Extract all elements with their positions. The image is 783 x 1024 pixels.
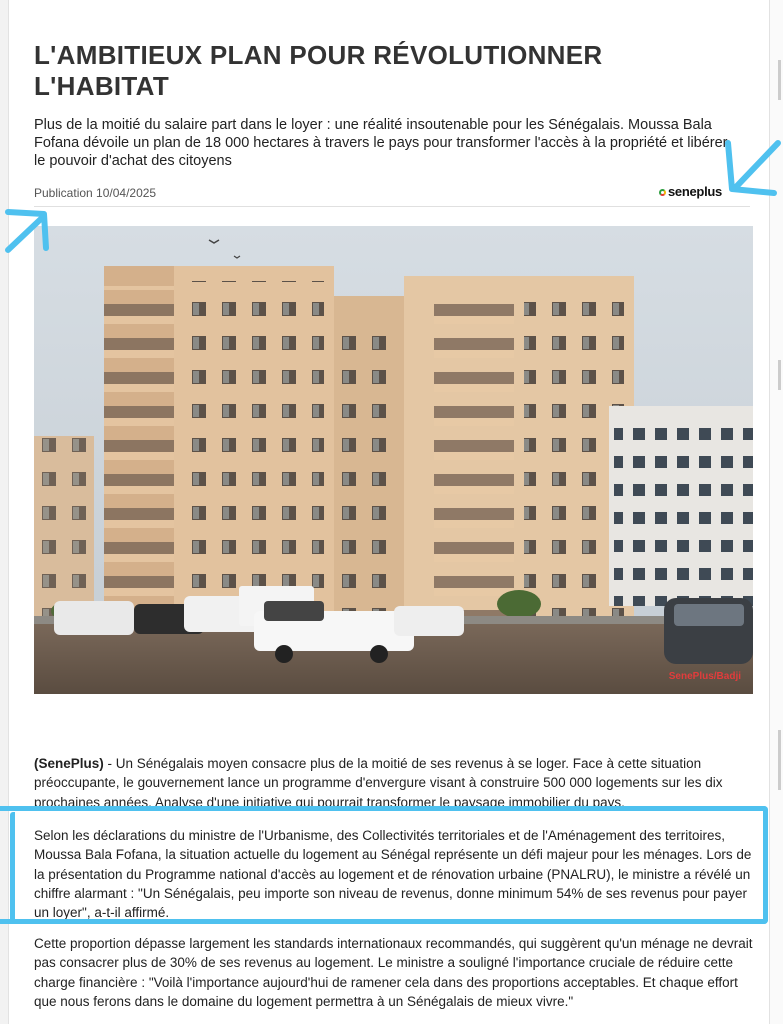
source-tag: (SenePlus)	[34, 756, 104, 771]
edge-mark	[778, 60, 781, 100]
highlight-box	[0, 806, 768, 924]
edge-mark	[778, 730, 781, 790]
paragraph-intro-text: - Un Sénégalais moyen consacre plus de la moitié de ses revenus à se loger. Face à cette situation préoccupante, le gouvernement lance un programme d'envergure visant à construire 500 000 logements sur les dix prochaines années. Analyse d'une initiative qui pourrait transformer le paysage immobilier du pays.	[34, 756, 723, 810]
arrow-annotation-icon	[718, 125, 783, 205]
paragraph-standards: Cette proportion dépasse largement les standards internationaux recommandés, qui suggèrent qu'un ménage ne devrait pas consacrer plus de 30% de ses revenus au logement. Le ministre a souligné l'importance cruciale de réduire cette charge financière : "Voilà l'importance aujourd'hui de ramener cela dans des proportions acceptables. Et chaque effort que nous ferons dans le domaine du logement permettra à un Sénégalais de mieux vivre."	[34, 936, 753, 1009]
seneplus-logo-text: seneplus	[668, 184, 722, 199]
photo-credit: SenePlus/Badji	[668, 671, 741, 682]
seneplus-logo-icon	[659, 189, 666, 196]
highlight-box-left-edge	[10, 812, 18, 922]
header-divider	[34, 206, 750, 207]
article-photo	[34, 226, 753, 694]
publication-date: Publication 10/04/2025	[34, 186, 157, 200]
seneplus-logo[interactable]	[659, 184, 722, 199]
edge-mark	[778, 360, 781, 390]
article-title: L'AMBITIEUX PLAN POUR RÉVOLUTIONNER L'HABITAT	[34, 40, 603, 101]
apartment-buildings-image	[34, 226, 753, 694]
article-lead: Plus de la moitié du salaire part dans le loyer : une réalité insoutenable pour les Sénégalais. Moussa Bala Fofana dévoile un plan de 18 000 hectares à travers le pays pour transformer l'accès à la propriété et libérer le pouvoir d'achat des citoyens	[34, 117, 728, 169]
paragraph-intro	[34, 754, 754, 812]
arrow-annotation-icon	[0, 200, 60, 260]
paragraph-minister-quote: Selon les déclarations du ministre de l'Urbanisme, des Collectivités territoriales et de l'Aménagement des territoires, Moussa Bala Fofana, la situation actuelle du logement au Sénégal représente un défi majeur pour les ménages. Lors de la présentation du Programme national d'accès au logement et de rénovation urbaine (PNALRU), le ministre a révélé un chiffre alarmant : "Un Sénégalais, peu importe son niveau de revenus, donne minimum 54% de ses revenus pour payer un loyer", a-t-il affirmé.	[34, 828, 752, 921]
